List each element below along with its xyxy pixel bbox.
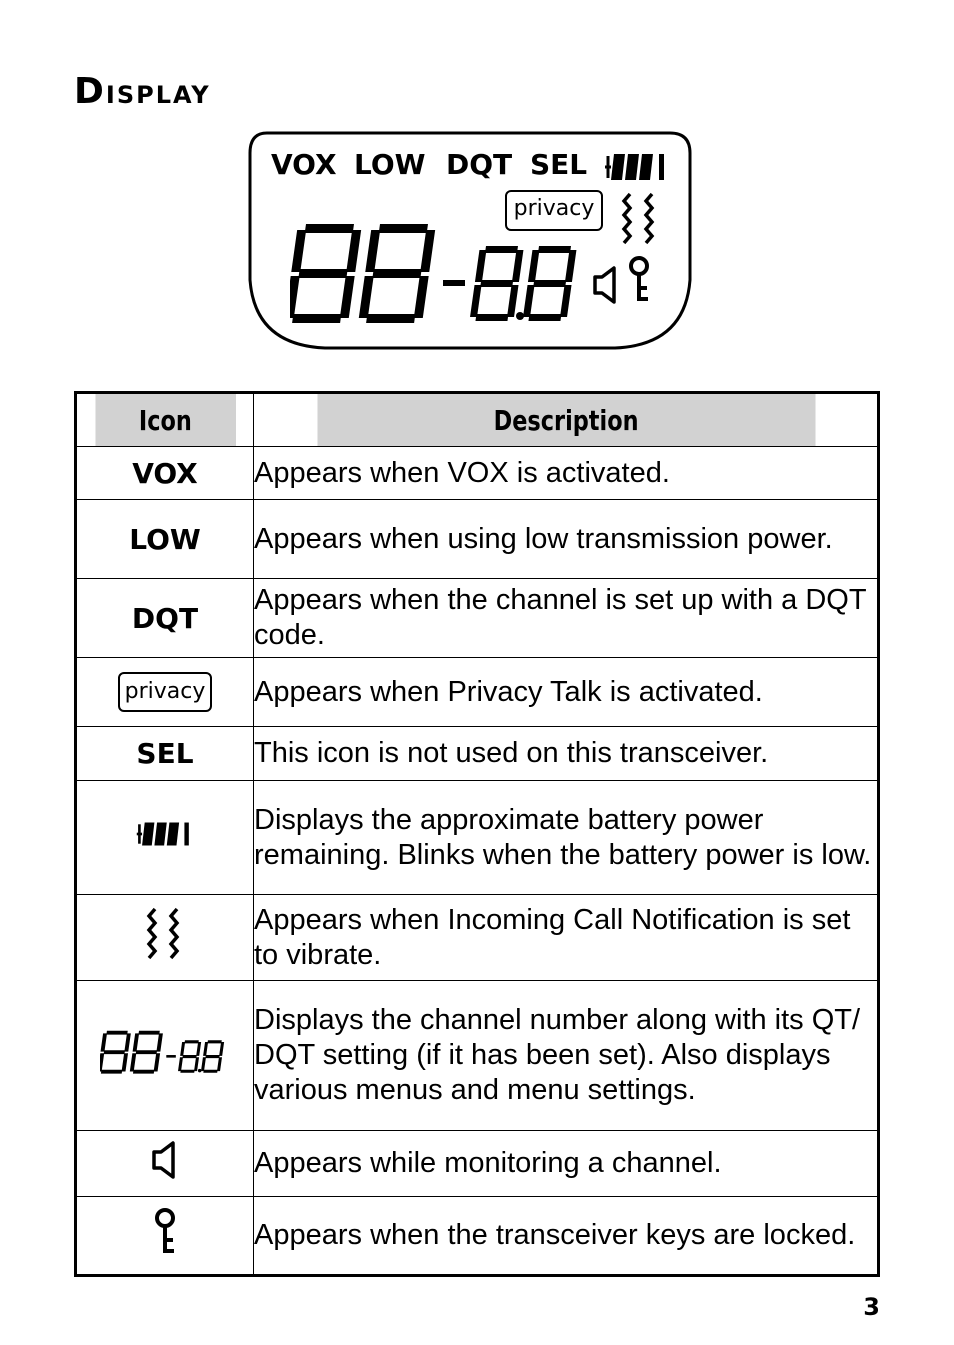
table-row: [76, 895, 879, 981]
seven-segment-display-icon: [290, 218, 590, 328]
row-icon-speaker: [76, 1131, 254, 1197]
seven-segment-icon: [100, 1028, 230, 1076]
key-lock-icon: [624, 255, 654, 305]
row-icon-sel: SEL: [76, 727, 254, 781]
row-description: Appears when VOX is activated.: [254, 447, 879, 500]
battery-icon: [605, 150, 669, 184]
speaker-icon: [592, 265, 620, 305]
battery-icon: [133, 819, 197, 849]
icon-description-table: [74, 391, 880, 1277]
speaker-icon: [151, 1140, 179, 1180]
row-description: Appears when the channel is set up with a DQT code.: [254, 579, 879, 658]
row-icon-vox: VOX: [76, 447, 254, 500]
lcd-low-label: LOW: [354, 148, 426, 181]
lcd-vox-label: VOX: [271, 148, 337, 181]
lcd-dqt-label: DQT: [446, 148, 513, 181]
row-description: Appears when using low transmission power.: [254, 500, 879, 579]
row-icon-vibrate: [76, 895, 254, 981]
row-icon-battery: [76, 781, 254, 895]
table-row: [76, 500, 879, 579]
table-row: [76, 781, 879, 895]
table-row: [76, 981, 879, 1131]
table-row: [76, 1197, 879, 1276]
privacy-badge-icon: privacy: [118, 672, 213, 712]
table-header-row: [76, 393, 879, 447]
row-icon-low: LOW: [76, 500, 254, 579]
row-description: Displays the channel number along with its QT/ DQT setting (if it has been set). Also displays various menus and menu settings.: [254, 981, 879, 1131]
lcd-sel-label: SEL: [530, 148, 588, 181]
lcd-privacy-badge: privacy: [505, 190, 603, 231]
table-row: [76, 1131, 879, 1197]
key-lock-icon: [150, 1207, 180, 1257]
page-number: 3: [863, 1293, 880, 1321]
row-description: Appears when Privacy Talk is activated.: [254, 658, 879, 727]
table-row: [76, 727, 879, 781]
row-description: Appears when Incoming Call Notification is set to vibrate.: [254, 895, 879, 981]
row-icon-privacy: [76, 658, 254, 727]
vibrate-icon: [620, 190, 660, 248]
table-row: [76, 447, 879, 500]
row-icon-key-lock: [76, 1197, 254, 1276]
row-description: Displays the approximate battery power remaining. Blinks when the battery power is low.: [254, 781, 879, 895]
row-icon-dqt: DQT: [76, 579, 254, 658]
row-description: This icon is not used on this transceiver.: [254, 727, 879, 781]
table-row: [76, 579, 879, 658]
vibrate-icon: [145, 905, 185, 963]
title-rest: ISPLAY: [105, 81, 211, 109]
row-description: Appears while monitoring a channel.: [254, 1131, 879, 1197]
row-icon-seven-segment: [76, 981, 254, 1131]
title-first-letter: D: [74, 71, 106, 112]
page-title: [74, 72, 211, 115]
column-header-description: Description: [316, 393, 816, 447]
column-header-icon: Icon: [93, 393, 235, 447]
row-description: Appears when the transceiver keys are locked.: [254, 1197, 879, 1276]
table-row: [76, 658, 879, 727]
